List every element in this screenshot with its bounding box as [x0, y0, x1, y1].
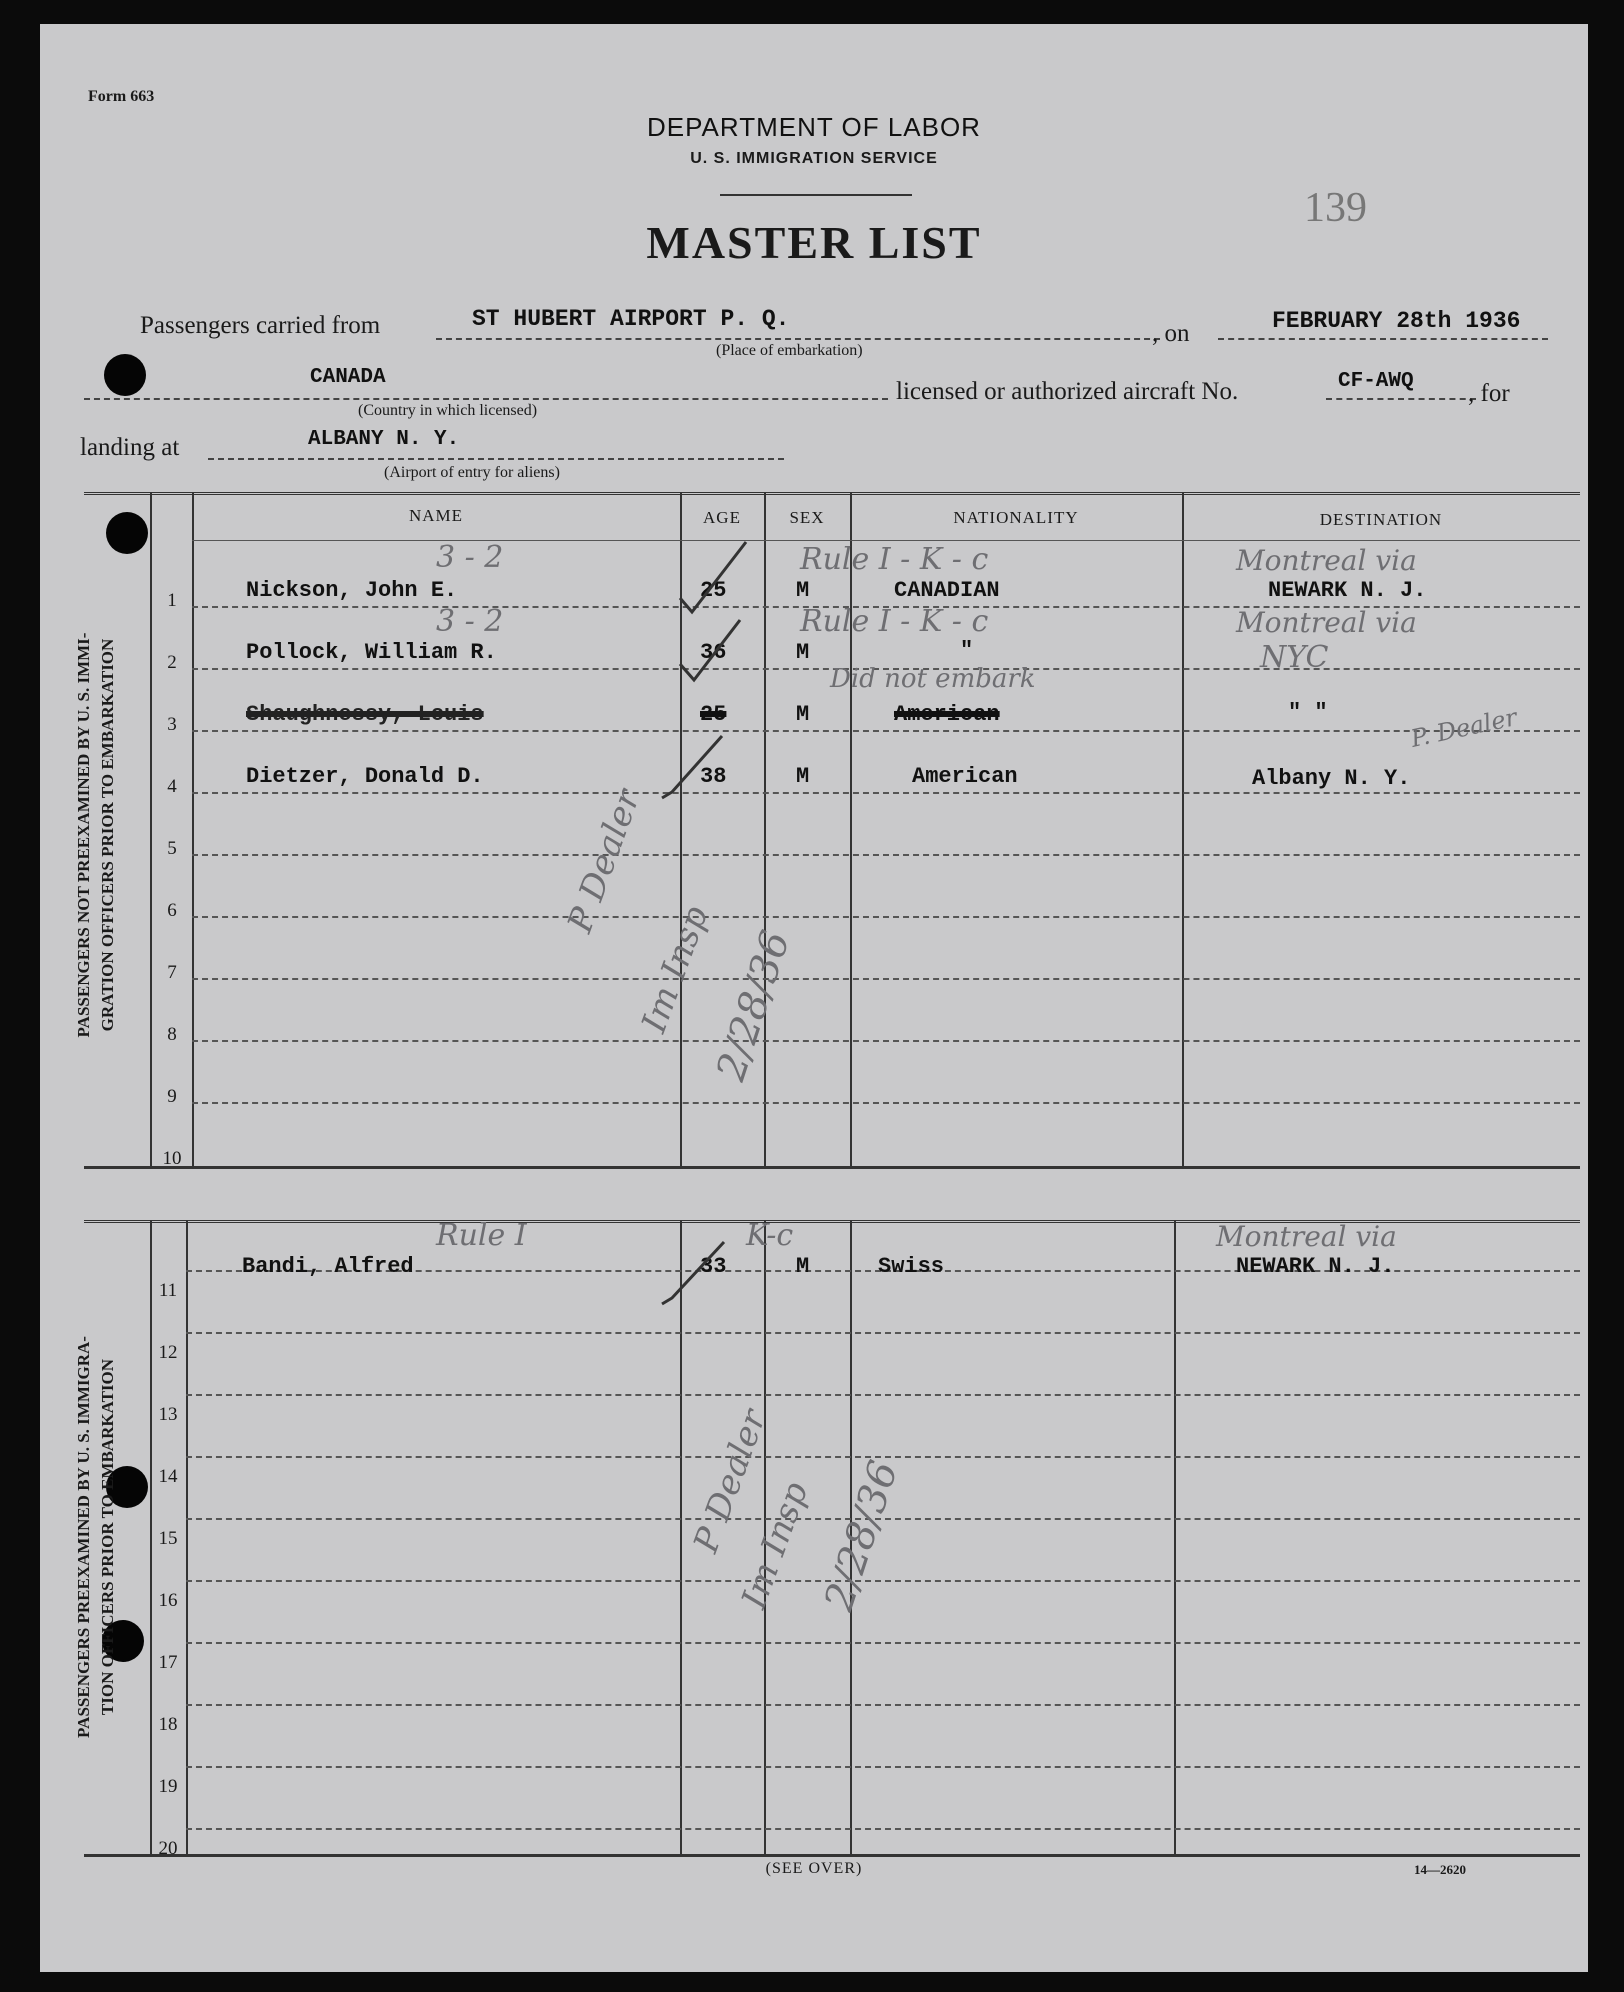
- row-line: [192, 916, 1580, 918]
- passenger-sex: M: [796, 578, 810, 603]
- aircraft-label: licensed or authorized aircraft No.: [896, 378, 1239, 405]
- handwritten-stamp: P Dealer: [686, 1404, 775, 1558]
- aircraft-line: [1326, 398, 1476, 400]
- department-title: DEPARTMENT OF LABOR: [647, 112, 981, 142]
- column-header-sex: SEX: [789, 508, 825, 527]
- row-number: 18: [158, 1714, 178, 1735]
- row-number: 14: [158, 1466, 178, 1487]
- on-label: , on: [1152, 320, 1190, 347]
- row-number: 15: [158, 1528, 178, 1549]
- passenger-name: Nickson, John E.: [246, 578, 458, 603]
- row-line: [186, 1766, 1580, 1768]
- row-line: [186, 1704, 1580, 1706]
- handwritten-note: K-c: [746, 1218, 794, 1253]
- country-line: [84, 398, 888, 400]
- row-line: [186, 1642, 1580, 1644]
- passenger-age: 38: [700, 764, 727, 789]
- passenger-sex: M: [796, 764, 810, 789]
- handwritten-note: P. Dealer: [1408, 703, 1520, 753]
- row-number: 19: [158, 1776, 178, 1797]
- passenger-age: 33: [700, 1254, 727, 1279]
- landing-line: [208, 458, 784, 460]
- landing-caption: (Airport of entry for aliens): [384, 464, 560, 481]
- checkmark-icon: [680, 620, 740, 680]
- table2-name-divider: [680, 1220, 682, 1854]
- handwritten-note: NYC: [1260, 640, 1329, 675]
- table1-nationality-divider: [1182, 492, 1184, 1166]
- row-line: [192, 792, 1580, 794]
- row-number: 4: [167, 776, 177, 797]
- handwritten-stamp: 2/28/36: [708, 925, 800, 1087]
- section-label-line: PASSENGERS NOT PREEXAMINED BY U. S. IMMI-: [74, 632, 93, 1038]
- passenger-age: 25: [700, 702, 727, 727]
- passenger-name: Shaughnessy, Louis: [246, 702, 484, 727]
- row-number: 9: [167, 1086, 177, 1107]
- passenger-sex: M: [796, 702, 810, 727]
- form-print-code: 14—2620: [1414, 1862, 1466, 1877]
- section-label-preexamined: [72, 1250, 128, 1824]
- column-header-age: AGE: [703, 508, 741, 527]
- passenger-nationality: Swiss: [878, 1254, 945, 1279]
- passenger-nationality: ": [960, 638, 974, 663]
- row-number: 8: [167, 1024, 177, 1045]
- section-label-line: PASSENGERS PREEXAMINED BY U. S. IMMIGRA-: [74, 1336, 93, 1738]
- table1-age-divider: [764, 492, 766, 1166]
- handwritten-note: Montreal via: [1236, 606, 1417, 639]
- passenger-name: Bandi, Alfred: [242, 1254, 414, 1279]
- passenger-age: 36: [700, 640, 727, 665]
- row-line: [186, 1580, 1580, 1582]
- carried-from-caption: (Place of embarkation): [716, 342, 863, 359]
- passenger-name: Dietzer, Donald D.: [246, 764, 484, 789]
- handwritten-stamp: Im Insp: [634, 900, 717, 1038]
- handwritten-note: Did not embark: [830, 664, 1036, 694]
- passenger-sex: M: [796, 1254, 810, 1279]
- handwritten-note: Rule I - K - c: [800, 604, 989, 639]
- see-over-note: (SEE OVER): [765, 1860, 863, 1877]
- landing-value: ALBANY N. Y.: [308, 428, 460, 451]
- checkmarks: [640, 540, 760, 800]
- passenger-destination: NEWARK N. J.: [1236, 1254, 1395, 1279]
- checkmark-icon: [680, 542, 746, 612]
- row-line: [186, 1332, 1580, 1334]
- row-number: 2: [167, 652, 177, 673]
- row-number: 17: [158, 1652, 178, 1673]
- date-value: FEBRUARY 28th 1936: [1272, 308, 1521, 334]
- aircraft-value: CF-AWQ: [1338, 370, 1414, 393]
- checkmarks-table2: [640, 1220, 760, 1310]
- service-title: U. S. IMMIGRATION SERVICE: [690, 150, 938, 167]
- table2-nationality-divider: [1174, 1220, 1176, 1854]
- handwritten-note: Montreal via: [1236, 544, 1417, 577]
- checkmark-icon: [662, 736, 722, 798]
- carried-from-value: ST HUBERT AIRPORT P. Q.: [472, 306, 790, 332]
- section-label-line: GRATION OFFICERS PRIOR TO EMBARKATION: [98, 638, 117, 1032]
- row-number: 10: [162, 1148, 182, 1169]
- row-number: 12: [158, 1342, 178, 1363]
- table1-bottom-border: [84, 1166, 1580, 1169]
- passenger-name: Pollock, William R.: [246, 640, 497, 665]
- row-number: 1: [167, 590, 177, 611]
- passenger-nationality: American: [894, 702, 1000, 727]
- passenger-nationality: CANADIAN: [894, 578, 1000, 603]
- passenger-sex: M: [796, 640, 810, 665]
- row-line: [192, 730, 1580, 732]
- form-number: Form 663: [88, 88, 155, 105]
- row-line: [192, 854, 1580, 856]
- row-line: [186, 1394, 1580, 1396]
- country-value: CANADA: [310, 366, 386, 389]
- for-label: , for: [1468, 380, 1510, 407]
- page-title: MASTER LIST: [646, 217, 982, 268]
- row-number: 5: [167, 838, 177, 859]
- header-underline: [192, 540, 1580, 541]
- section-label-not-preexamined: [72, 542, 128, 1128]
- country-caption: (Country in which licensed): [358, 402, 538, 419]
- form-page: [40, 24, 1588, 1972]
- row-line: [192, 978, 1580, 980]
- row-line: [186, 1828, 1580, 1830]
- carried-from-label: Passengers carried from: [140, 312, 381, 339]
- handwritten-note: Rule I: [436, 1218, 527, 1253]
- passenger-nationality: American: [912, 764, 1018, 789]
- table1-num-divider: [192, 492, 194, 1166]
- passenger-destination: Albany N. Y.: [1252, 766, 1411, 791]
- row-number: 7: [167, 962, 177, 983]
- table1-sex-divider: [850, 492, 852, 1166]
- passenger-destination: NEWARK N. J.: [1268, 578, 1427, 603]
- handwritten-note: Rule I - K - c: [800, 542, 989, 577]
- table1-top-border: [84, 492, 1580, 495]
- row-line: [192, 1102, 1580, 1104]
- date-line: [1218, 338, 1548, 340]
- handwritten-stamp: P Dealer: [560, 784, 649, 938]
- passenger-age: 25: [700, 578, 727, 603]
- column-header-name: NAME: [408, 506, 464, 525]
- handwritten-stamp: 2/28/36: [816, 1455, 908, 1617]
- row-number: 11: [158, 1280, 178, 1301]
- punch-hole: [104, 354, 146, 396]
- handwritten-stamp: Im Insp: [734, 1476, 817, 1614]
- landing-label: landing at: [80, 434, 180, 461]
- handwritten-note: 3 - 2: [436, 540, 504, 575]
- section-label-line: TION OFFICERS PRIOR TO EMBARKATION: [98, 1358, 117, 1716]
- table2-bottom-border: [84, 1854, 1580, 1857]
- row-number: 6: [167, 900, 177, 921]
- passenger-destination: " ": [1288, 700, 1328, 725]
- handwritten-note: Montreal via: [1216, 1220, 1397, 1253]
- row-number: 20: [158, 1838, 178, 1859]
- title-divider: [720, 194, 912, 196]
- row-number: 3: [167, 714, 177, 735]
- row-line: [186, 1456, 1580, 1458]
- page-stamp-number: 139: [1304, 185, 1367, 231]
- handwritten-note: 3 - 2: [436, 604, 504, 639]
- column-header-destination: DESTINATION: [1319, 510, 1443, 529]
- carried-from-line: [436, 338, 1160, 340]
- row-number: 13: [158, 1404, 178, 1425]
- checkmark-icon: [662, 1242, 727, 1304]
- row-number: 16: [158, 1590, 178, 1611]
- column-header-nationality: NATIONALITY: [953, 508, 1079, 527]
- row-line: [192, 1040, 1580, 1042]
